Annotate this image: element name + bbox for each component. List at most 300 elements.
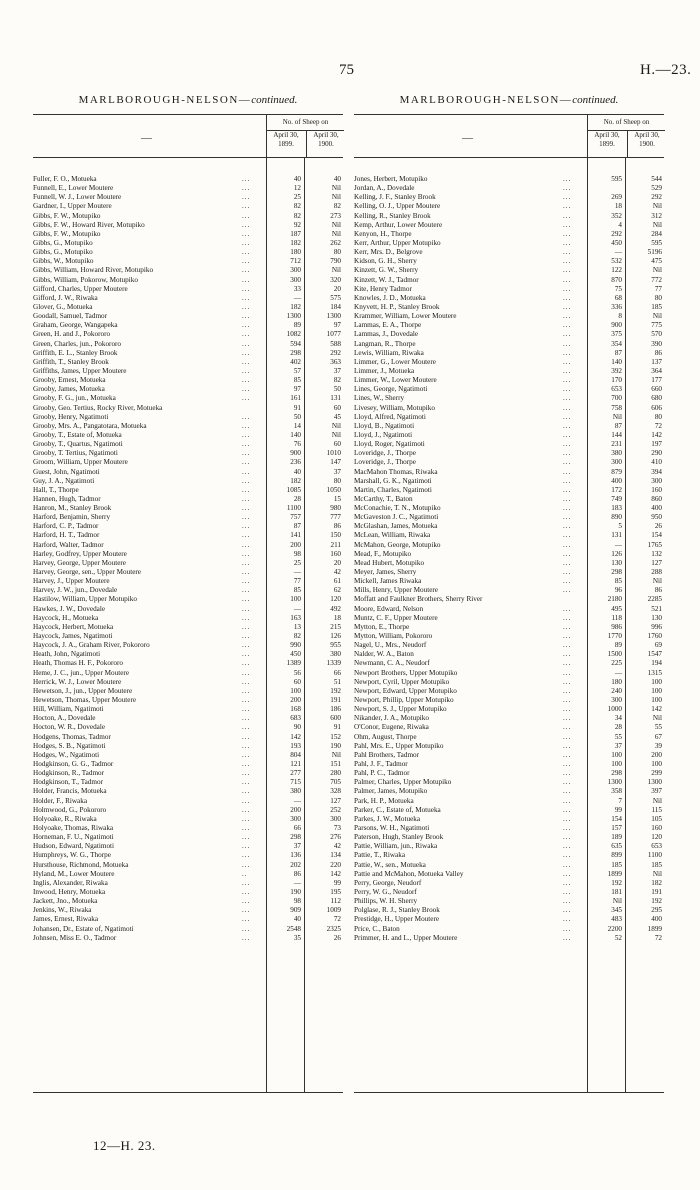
- leader-dots: ...: [563, 348, 572, 357]
- owner-name: Gibbs, F. W., Howard River, Motupiko: [33, 220, 145, 229]
- owner-name: Haycock, James, Ngatimoti: [33, 632, 113, 641]
- leader-dots: ...: [242, 312, 251, 321]
- table-row: [33, 294, 343, 303]
- sheep-1899: 193: [290, 741, 301, 750]
- sheep-1900: 284: [651, 229, 662, 238]
- sheep-1899: 757: [290, 513, 301, 522]
- leader-dots: ...: [563, 823, 572, 832]
- sheep-1899: 899: [611, 851, 622, 860]
- leader-dots: ...: [563, 769, 572, 778]
- leader-dots: ...: [563, 549, 572, 558]
- owner-name: Harford, Benjamin, Sherry: [33, 513, 111, 522]
- leader-dots: ...: [242, 568, 251, 577]
- owner-name: Moffatt and Faulkner Brothers, Sherry River: [354, 595, 483, 604]
- owner-name: Grooby, James, Motueka: [33, 385, 105, 394]
- leader-dots: ...: [563, 842, 572, 851]
- year-1900-header: [627, 130, 666, 157]
- leader-dots: ...: [242, 385, 251, 394]
- sheep-1899: Nil: [612, 897, 622, 906]
- sheep-1900: 132: [651, 549, 662, 558]
- table-row: [33, 669, 343, 678]
- sheep-1900: 100: [651, 760, 662, 768]
- sheep-1899: 400: [611, 476, 622, 485]
- owner-name: Guest, John, Ngatimoti: [33, 467, 100, 476]
- sheep-1899: 352: [611, 211, 622, 220]
- leader-dots: ...: [242, 814, 251, 823]
- owner-name: Jenkins, W., Riwaka: [33, 906, 92, 915]
- leader-dots: ...: [242, 778, 251, 787]
- leader-dots: ...: [242, 860, 251, 869]
- sheep-1900: 200: [651, 750, 662, 759]
- title-continued: continued.: [251, 94, 298, 106]
- leader-dots: ...: [563, 202, 572, 211]
- owner-name: Parker, C., Estate of, Motueka: [354, 805, 441, 814]
- leader-dots: ..: [242, 869, 248, 878]
- sheep-1899: 121: [290, 760, 301, 768]
- table-row: [33, 458, 343, 467]
- table-row: [354, 842, 664, 851]
- owner-name: Grooby, Geo. Tertius, Rocky River, Motueka: [33, 403, 163, 412]
- leader-dots: ...: [242, 257, 251, 266]
- table-row: [33, 568, 343, 577]
- sheep-1899: 89: [293, 321, 301, 330]
- table-row: [354, 303, 664, 312]
- leader-dots: ...: [563, 796, 572, 805]
- sheep-1899: 483: [611, 915, 622, 924]
- leader-dots: ...: [563, 705, 572, 714]
- owner-name: Muntz, C. F., Upper Moutere: [354, 613, 438, 622]
- sheep-1900: 400: [651, 504, 662, 513]
- sheep-1900: 860: [651, 494, 662, 503]
- owner-name: Grooby, Mrs. A., Pangatotara, Motueka: [33, 421, 147, 430]
- leader-dots: ...: [242, 449, 251, 458]
- owner-name: Limmer, W., Lower Moutere: [354, 376, 437, 385]
- table-row: [33, 239, 343, 248]
- table-row: [354, 321, 664, 330]
- leader-dots: ...: [563, 833, 572, 842]
- sheep-1900: 26: [333, 933, 341, 942]
- table-row: [33, 934, 343, 943]
- owner-name: Inwood, Henry, Motueka: [33, 887, 106, 896]
- leader-dots: ...: [242, 613, 251, 622]
- sheep-1899: 66: [293, 823, 301, 832]
- leader-dots: ...: [242, 622, 251, 631]
- owner-name: Holder, F., Riwaka: [33, 796, 88, 805]
- sheep-1899: 85: [293, 586, 301, 595]
- owner-name: Pattie, T., Riwaka: [354, 851, 406, 860]
- sheep-1899: 18: [614, 202, 622, 211]
- table-row: [354, 815, 664, 824]
- owner-name: Goodall, Samuel, Tadmor: [33, 312, 108, 321]
- leader-dots: ...: [563, 293, 572, 302]
- leader-dots: ...: [242, 266, 251, 275]
- sheep-1900: 790: [330, 257, 341, 266]
- leader-dots: ...: [563, 257, 572, 266]
- owner-name: Graham, George, Wangapeka: [33, 321, 118, 330]
- sheep-1899: 13: [293, 622, 301, 631]
- owner-name: Harvey, George, Upper Moutere: [33, 558, 127, 567]
- sheep-1900: 777: [330, 513, 341, 522]
- sheep-1899: 40: [293, 175, 301, 183]
- table-row: [33, 276, 343, 285]
- table-row: [33, 641, 343, 650]
- owner-name: Funnell, E., Lower Moutere: [33, 184, 114, 193]
- sheep-1899: 122: [611, 266, 622, 275]
- owner-name: Kite, Henry Tadmor: [354, 284, 412, 293]
- owner-name: Haycock, Herbert, Motueka: [33, 622, 114, 631]
- owner-name: Martin, Charles, Ngatimoti: [354, 485, 432, 494]
- sheep-1900: 150: [330, 531, 341, 540]
- table-row: [354, 778, 664, 787]
- sheep-1899: 141: [290, 531, 301, 540]
- leader-dots: ...: [563, 284, 572, 293]
- leader-dots: ...: [242, 540, 251, 549]
- sheep-1899: 879: [611, 467, 622, 476]
- table-row: [354, 915, 664, 924]
- sheep-1899: 142: [290, 732, 301, 741]
- sheep-1900: 105: [651, 814, 662, 823]
- leader-dots: ...: [242, 577, 251, 586]
- sheep-1900: 300: [651, 476, 662, 485]
- sheep-1900: 492: [330, 604, 341, 613]
- owner-name: Pahl, Mrs. E., Upper Motupiko: [354, 741, 444, 750]
- table-row: [33, 678, 343, 687]
- table-row: [33, 330, 343, 339]
- sheep-1900: Nil: [331, 220, 341, 229]
- owner-name: Groom, William, Upper Moutere: [33, 458, 128, 467]
- leader-dots: ...: [242, 184, 251, 193]
- sheep-1899: 900: [611, 321, 622, 330]
- table-row: [33, 541, 343, 550]
- sheep-1899: 100: [290, 686, 301, 695]
- table-row: [354, 175, 664, 184]
- sheep-1900: Nil: [331, 266, 341, 275]
- owner-name: Palmer, James, Motupiko: [354, 787, 428, 796]
- leader-dots: ...: [563, 558, 572, 567]
- sheep-1899: 87: [614, 348, 622, 357]
- leader-dots: ...: [242, 522, 251, 531]
- sheep-1900: 600: [330, 714, 341, 723]
- owner-name: Kelling, R., Stanley Brook: [354, 211, 431, 220]
- table-row: [33, 413, 343, 422]
- page-number: 75: [339, 62, 354, 78]
- table-row: [33, 742, 343, 751]
- owner-name: Harvey, George, sen., Upper Moutere: [33, 568, 141, 577]
- owner-name: Holyoake, Thomas, Riwaka: [33, 823, 114, 832]
- owner-name: Hodgens, Thomas, Tadmor: [33, 732, 111, 741]
- leader-dots: ...: [242, 366, 251, 375]
- sheep-1899: 28: [614, 723, 622, 732]
- leader-dots: ...: [563, 494, 572, 503]
- sheep-1899: 189: [611, 833, 622, 842]
- year-1899-header: [588, 131, 626, 149]
- table-row: [33, 285, 343, 294]
- table-row: [354, 669, 664, 678]
- table-row: [354, 230, 664, 239]
- table-row: [33, 404, 343, 413]
- sheep-1900: 955: [330, 641, 341, 650]
- sheep-count-group-label: No. of Sheep on: [588, 115, 665, 131]
- sheep-1899: 1389: [286, 659, 301, 668]
- sheep-1900: 312: [651, 211, 662, 220]
- sheep-1900: 410: [651, 458, 662, 467]
- owner-name: Harford, Walter, Tadmor: [33, 540, 104, 549]
- header-date: April 30,: [594, 131, 620, 139]
- sheep-1900: 82: [333, 202, 341, 211]
- table-row: [354, 184, 664, 193]
- table-row: [33, 504, 343, 513]
- owner-name: Marshall, G. K., Ngatimoti: [354, 476, 432, 485]
- leader-dots: ...: [563, 732, 572, 741]
- leader-dots: ...: [242, 412, 251, 421]
- owner-name: Newmann, C. A., Neudorf: [354, 659, 430, 668]
- table-row: [33, 477, 343, 486]
- sheep-1899: 354: [611, 339, 622, 348]
- sheep-1899: 192: [611, 878, 622, 887]
- owner-name: Haycock, H., Motueka: [33, 613, 99, 622]
- leader-dots: ...: [242, 494, 251, 503]
- sheep-1900: 80: [333, 476, 341, 485]
- sheep-1900: Nil: [331, 193, 341, 202]
- sheep-1900: 950: [651, 513, 662, 522]
- sheep-1899: 126: [611, 549, 622, 558]
- owner-name: Hodgkinson, G. G., Tadmor: [33, 760, 114, 768]
- leader-dots: ...: [563, 622, 572, 631]
- owner-name: Fuller, F. O., Motueka: [33, 175, 97, 183]
- sheep-1899: 25: [293, 193, 301, 202]
- sheep-1900: 86: [654, 348, 662, 357]
- leader-dots: ...: [563, 193, 572, 202]
- sheep-1899: 300: [611, 458, 622, 467]
- leader-dots: ...: [242, 732, 251, 741]
- owner-name: Newport, S. J., Upper Motupiko: [354, 705, 447, 714]
- table-row: [354, 404, 664, 413]
- table-row: [354, 723, 664, 732]
- sheep-1899: 804: [290, 750, 301, 759]
- leader-dots: ...: [563, 924, 572, 933]
- table-row: [354, 376, 664, 385]
- leader-dots: ...: [563, 394, 572, 403]
- sheep-1900: 120: [330, 595, 341, 604]
- sheep-1900: 380: [330, 650, 341, 659]
- sheep-1900: Nil: [652, 869, 662, 878]
- sheep-1900: 775: [651, 321, 662, 330]
- table-row: [354, 431, 664, 440]
- leader-dots: ...: [242, 915, 251, 924]
- table-row: [33, 440, 343, 449]
- leader-dots: ...: [242, 650, 251, 659]
- sheep-1899: 161: [290, 394, 301, 403]
- leader-dots: ...: [242, 330, 251, 339]
- table-row: [33, 751, 343, 760]
- sheep-1899: 300: [290, 814, 301, 823]
- sheep-1900: 177: [651, 376, 662, 385]
- leader-dots: ...: [563, 238, 572, 247]
- leader-dots: ...: [242, 394, 251, 403]
- owner-name: Primmer, H. and L., Upper Moutere: [354, 933, 458, 942]
- page-footer: 12—H. 23.: [93, 1138, 156, 1153]
- sheep-1900: 1050: [326, 485, 341, 494]
- sheep-1899: 1085: [286, 485, 301, 494]
- leader-dots: ...: [242, 851, 251, 860]
- owner-name: O'Conor, Eugene, Riwaka: [354, 723, 429, 732]
- sheep-1900: 18: [333, 613, 341, 622]
- owner-name: Parkes, J. W., Motueka: [354, 814, 421, 823]
- table-row: [33, 340, 343, 349]
- leader-dots: ...: [563, 869, 572, 878]
- leader-dots: ...: [563, 330, 572, 339]
- sheep-1900: 1300: [326, 312, 341, 321]
- leader-dots: ...: [563, 696, 572, 705]
- owner-name: Holder, Francis, Motueka: [33, 787, 107, 796]
- owner-name: Harvey, J. W., jun., Dovedale: [33, 586, 118, 595]
- sheep-1900: 5196: [647, 248, 662, 257]
- sheep-1899: 683: [290, 714, 301, 723]
- owner-name: Funnell, W. J., Lower Moutere: [33, 193, 122, 202]
- owner-name: Parsons, W. H., Ngatimoti: [354, 823, 430, 832]
- sheep-1899: 758: [611, 403, 622, 412]
- sheep-1900: 1760: [647, 632, 662, 641]
- owner-name: Griffith, E. L., Stanley Brook: [33, 348, 118, 357]
- sheep-1900: 86: [654, 586, 662, 595]
- owner-name: McGaveston J. C., Ngatimoti: [354, 513, 439, 522]
- sheep-1899: 40: [293, 915, 301, 924]
- owner-name: Prestidge, H., Upper Moutere: [354, 915, 440, 924]
- sheep-count-header: [587, 115, 665, 157]
- sheep-1899: 990: [290, 641, 301, 650]
- owner-name: Pattie and McMahon, Motueka Valley: [354, 869, 464, 878]
- sheep-1900: 290: [651, 449, 662, 458]
- sheep-1899: 2548: [286, 924, 301, 933]
- leader-dots: ...: [563, 467, 572, 476]
- table-body: [33, 158, 343, 1093]
- leader-dots: ...: [563, 458, 572, 467]
- owner-name: Lloyd, Alfred, Ngatimoti: [354, 412, 426, 421]
- owner-name: Kidson, G. H., Sherry: [354, 257, 417, 266]
- sheep-1899: 909: [290, 906, 301, 915]
- table-row: [33, 705, 343, 714]
- owner-name: Mytton, E., Thorpe: [354, 622, 410, 631]
- sheep-1899: 231: [611, 440, 622, 449]
- sheep-1900: 529: [651, 184, 662, 193]
- table-row: [33, 175, 343, 184]
- sheep-1900: 69: [654, 641, 662, 650]
- table-row: [33, 495, 343, 504]
- sheep-1899: —: [293, 293, 301, 302]
- leader-dots: ...: [563, 504, 572, 513]
- sheep-1900: 320: [330, 275, 341, 284]
- owner-name: Nalder, W. A., Baton: [354, 650, 414, 659]
- leader-dots: ...: [563, 312, 572, 321]
- leader-dots: ...: [563, 723, 572, 732]
- leader-dots: ...: [563, 650, 572, 659]
- owner-name: Grooby, T. Tertius, Ngatimoti: [33, 449, 118, 458]
- leader-dots: ...: [563, 449, 572, 458]
- leader-dots: ...: [242, 595, 251, 604]
- sheep-1899: 653: [611, 385, 622, 394]
- leader-dots: ...: [242, 696, 251, 705]
- owner-name: Hanron, M., Stanley Brook: [33, 504, 112, 513]
- table-row: [33, 833, 343, 842]
- leader-dots: ...: [563, 778, 572, 787]
- sheep-1900: 60: [333, 403, 341, 412]
- owner-name: Heath, John, Ngatimoti: [33, 650, 101, 659]
- table-row: [354, 559, 664, 568]
- sheep-1899: 182: [290, 238, 301, 247]
- table-row: [33, 212, 343, 221]
- owner-name: Harley, Godfrey, Upper Moutere: [33, 549, 127, 558]
- owner-name: Guy, J. A., Ngatimoti: [33, 476, 95, 485]
- owner-name: Gibbs, F. W., Motupiko: [33, 211, 101, 220]
- leader-dots: ...: [563, 915, 572, 924]
- table-row: [33, 193, 343, 202]
- table-row: [33, 879, 343, 888]
- sheep-1900: 705: [330, 778, 341, 787]
- leader-dots: ...: [563, 906, 572, 915]
- owner-name: McMahon, George, Motupiko: [354, 540, 441, 549]
- sheep-1899: 532: [611, 257, 622, 266]
- year-1900-header: [306, 130, 345, 157]
- title-continued: continued.: [572, 94, 619, 106]
- sheep-1899: 380: [611, 449, 622, 458]
- table-row: [354, 458, 664, 467]
- sheep-1899: 200: [290, 696, 301, 705]
- sheep-1899: 99: [614, 805, 622, 814]
- sheep-1899: 82: [293, 202, 301, 211]
- sheep-1900: 1339: [326, 659, 341, 668]
- sheep-1900: 20: [333, 284, 341, 293]
- leader-dots: ...: [242, 933, 251, 942]
- sheep-1900: 160: [651, 485, 662, 494]
- table-row: [354, 468, 664, 477]
- table-row: [354, 568, 664, 577]
- owner-name: Lammas, J., Dovedale: [354, 330, 419, 339]
- sheep-1900: 220: [330, 860, 341, 869]
- table-row: [33, 513, 343, 522]
- sheep-1900: 2285: [647, 595, 662, 604]
- sheep-1899: 163: [290, 613, 301, 622]
- leader-dots: ...: [242, 293, 251, 302]
- table-row: [33, 925, 343, 934]
- left-column: [33, 94, 343, 1093]
- sheep-1899: —: [614, 248, 622, 257]
- sheep-1900: 292: [330, 348, 341, 357]
- sheep-1900: 61: [333, 577, 341, 586]
- table-row: [33, 431, 343, 440]
- owner-name: Grooby, T., Quartus, Ngatimoti: [33, 440, 123, 449]
- table-row: [354, 541, 664, 550]
- owner-name: Grooby, Ernest, Motueka: [33, 376, 106, 385]
- table-row: [354, 632, 664, 641]
- leader-dots: ...: [242, 659, 251, 668]
- leader-dots: ...: [242, 714, 251, 723]
- sheep-1900: 86: [333, 522, 341, 531]
- table-row: [33, 733, 343, 742]
- sheep-1900: 280: [330, 769, 341, 778]
- sheep-1899: 200: [290, 540, 301, 549]
- owner-name: Gifford, J. W., Riwaka: [33, 293, 98, 302]
- table-row: [354, 349, 664, 358]
- owner-name: Kenyon, H., Thorpe: [354, 229, 412, 238]
- leader-dots: ...: [242, 787, 251, 796]
- owner-name: Price, C., Baton: [354, 924, 400, 933]
- owner-name: Mead, F., Motupiko: [354, 549, 412, 558]
- sheep-1899: 240: [611, 686, 622, 695]
- table-row: [33, 696, 343, 705]
- sheep-1900: 45: [333, 412, 341, 421]
- table-row: [354, 687, 664, 696]
- leader-dots: ...: [563, 540, 572, 549]
